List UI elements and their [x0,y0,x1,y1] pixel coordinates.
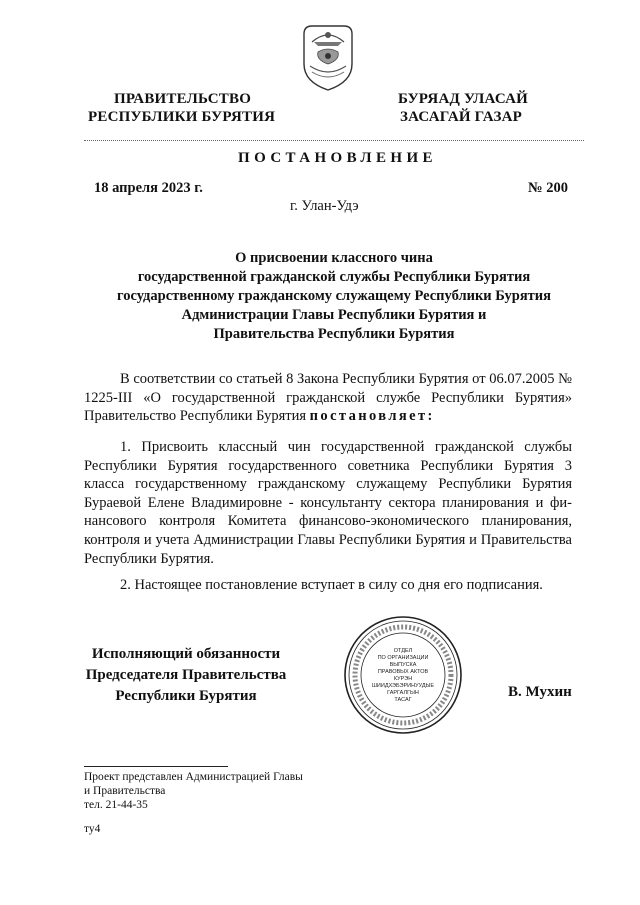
stamp-line: ПРАВОВЫХ АКТОВ [377,669,429,675]
footer-code: ту4 [84,823,101,835]
document-type-title: ПОСТАНОВЛЕНИЕ [238,150,437,166]
footer-line: Проект представлен Администрацией Главы [84,771,303,783]
stamp-line: ПО ОРГАНИЗАЦИИ [377,655,429,661]
stamp-line: КУРЭН [393,676,413,682]
footer-divider [84,766,228,767]
document-subject [84,249,584,344]
subject-line: государственной гражданской службы Республики Бурятия [137,269,531,285]
coat-of-arms-emblem [298,20,358,92]
signatory-position [70,644,302,707]
item-2-paragraph [84,576,572,595]
header-divider [84,140,584,141]
position-line: Республики Бурятия [115,688,257,704]
stamp-line: ВЫПУСКА [389,662,417,668]
official-stamp [342,614,464,736]
preamble-text-block [84,370,572,426]
subject-line: государственному гражданскому служащему Республики Бурятия [116,288,551,304]
header-left-line1: ПРАВИТЕЛЬСТВО [114,91,252,107]
preamble-text: В соответствии со статьей 8 Закона Республики Бурятия от 06.07.2005 № 1225-III «О государственной гражданской службе Республики Бурятия» Правительство Республики Бурятия [84,371,572,425]
stamp-center-text [370,648,436,704]
item-2-text: 2. Настоящее постановление вступает в силу со дня его подписания. [120,577,543,593]
position-line: Исполняющий обязанности [91,646,281,662]
header-right-line2: ЗАСАГАЙ ГАЗАР [400,109,522,125]
document-date: 18 апреля 2023 г. [94,180,203,196]
preamble-paragraph [84,370,572,426]
subject-line: Администрации Главы Республики Бурятия и [181,307,487,323]
document-city: г. Улан-Удэ [290,198,359,214]
footer-line: и Правительства [84,785,166,797]
stamp-line: ТАСАГ [394,697,412,703]
preamble-resolves: постановляет: [309,408,435,425]
stamp-line: ОТДЕЛ [393,648,413,654]
header-right-line1: БУРЯАД УЛАСАЙ [398,91,529,107]
document-number: № 200 [528,180,568,196]
header-left-line2: РЕСПУБЛИКИ БУРЯТИЯ [88,109,276,125]
stamp-line: ГАРГАЛГЫН [387,690,419,696]
footer-block [84,770,303,812]
position-line: Председателя Правительства [85,667,287,683]
signatory-name: В. Мухин [508,684,572,700]
item-1-text: 1. Присвоить классный чин государственной гражданской службы Республики Бурятия государственного советника Республики Бурятия 3 класса государственному гражданскому служащему Республики Бурятия Бураевой Елене Владимировне - консультанту сектора планирования и финансового контроля Комитета финансово-экономического планирования, контроля и учета Администрации Главы Республики Бурятия и Правительства Республики Бурятия. [84,439,572,567]
item-1-paragraph [84,438,572,568]
subject-line: О присвоении классного чина [235,250,433,266]
stamp-line: ШИИДХЭБЭРИНУУДЫЕ [371,683,435,689]
subject-line: Правительства Республики Бурятия [213,326,455,342]
footer-phone: тел. 21-44-35 [84,799,148,811]
